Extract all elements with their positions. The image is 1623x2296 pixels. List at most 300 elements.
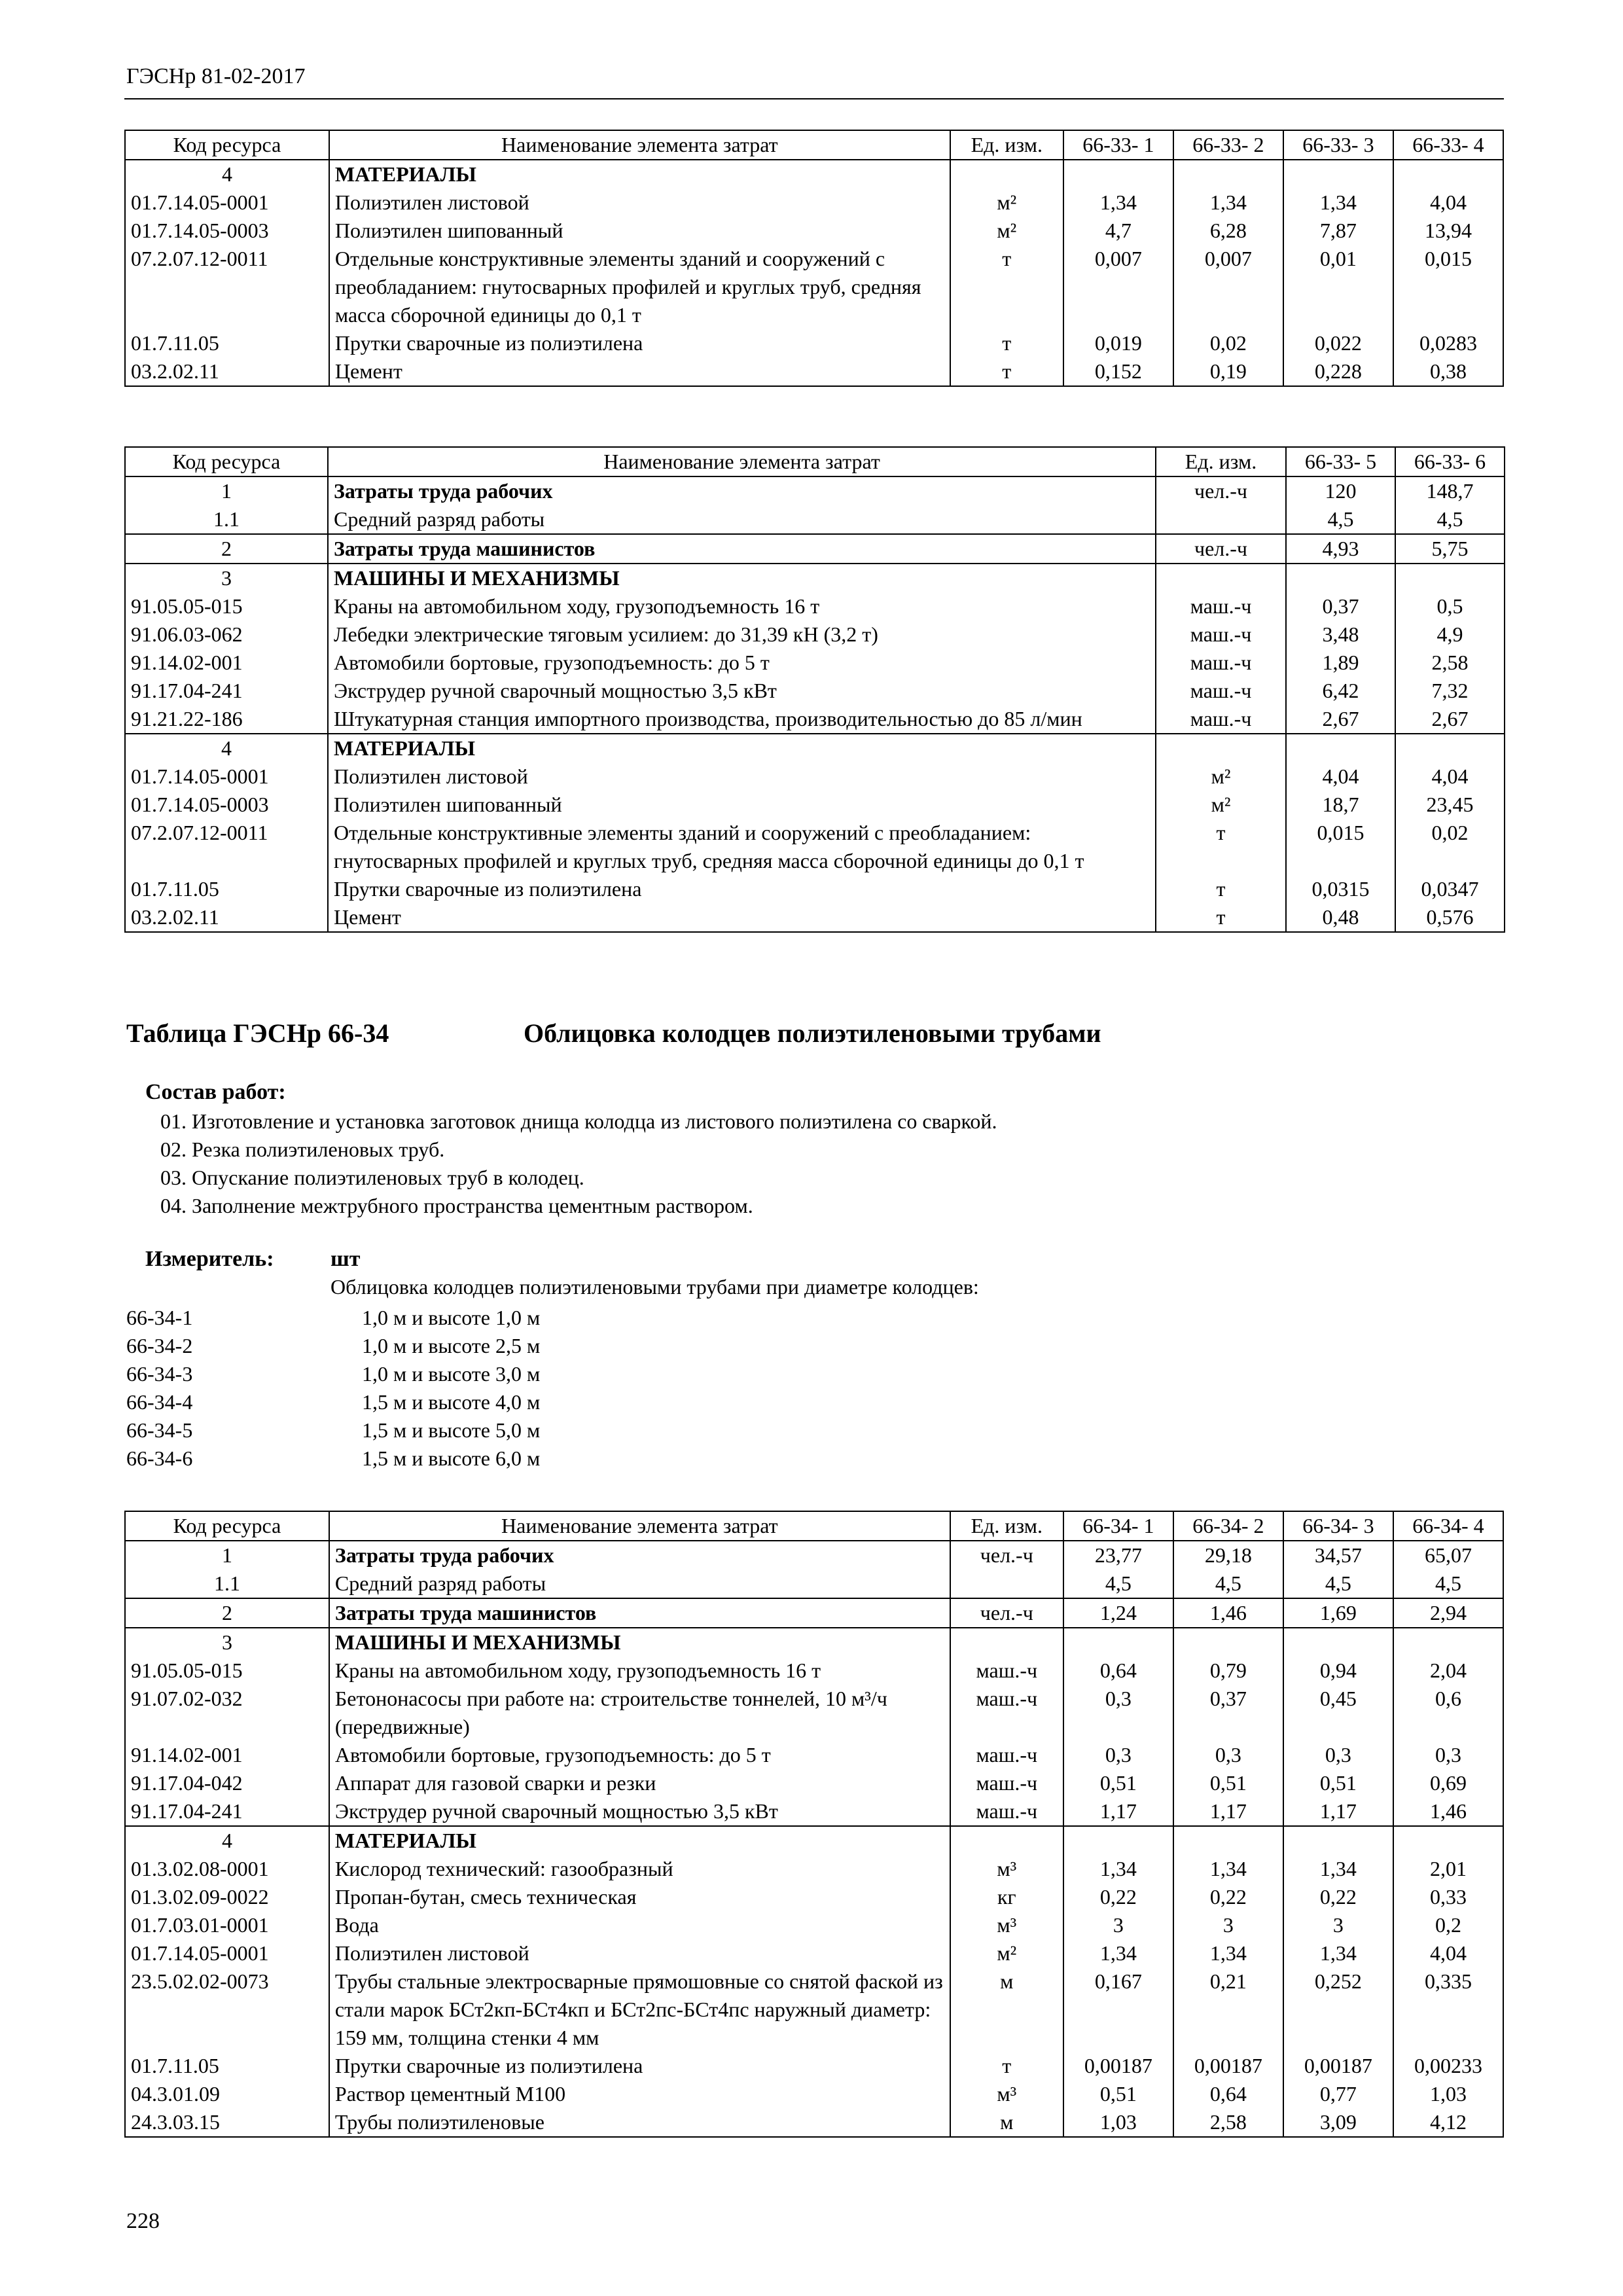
unit-cell — [1156, 564, 1286, 592]
value-cell: 65,07 — [1393, 1541, 1503, 1570]
value-cell: 0,152 — [1063, 357, 1173, 386]
value-cell: 23,45 — [1395, 791, 1505, 819]
value-cell: 0,5 — [1395, 592, 1505, 620]
resource-code: 23.5.02.02-0073 — [125, 1967, 329, 2052]
table-header-row — [125, 447, 1505, 476]
value-cell: 4,5 — [1395, 505, 1505, 534]
value-cell: 0,38 — [1393, 357, 1503, 386]
table-row — [125, 903, 1505, 932]
value-cell: 0,22 — [1173, 1883, 1283, 1911]
unit-cell: кг — [950, 1883, 1063, 1911]
resource-name: Пропан-бутан, смесь техническая — [329, 1883, 950, 1911]
value-cell: 0,22 — [1283, 1883, 1393, 1911]
value-cell: 7,87 — [1283, 217, 1393, 245]
value-cell: 0,252 — [1283, 1967, 1393, 2052]
value-cell: 0,00187 — [1063, 2052, 1173, 2080]
resource-name: Полиэтилен листовой — [328, 762, 1156, 791]
table-row — [125, 1967, 1503, 2052]
value-cell — [1173, 160, 1283, 188]
table-row — [125, 1883, 1503, 1911]
value-cell — [1286, 734, 1395, 762]
resource-name: Вода — [329, 1911, 950, 1939]
value-cell: 1,46 — [1173, 1598, 1283, 1628]
resource-name: МАШИНЫ И МЕХАНИЗМЫ — [328, 564, 1156, 592]
composition-label: Состав работ: — [145, 1080, 286, 1104]
value-cell: 0,77 — [1283, 2080, 1393, 2108]
value-cell: 0,00233 — [1393, 2052, 1503, 2080]
column-header: 66-33- 3 — [1283, 130, 1393, 160]
column-header: Код ресурса — [125, 447, 328, 476]
resource-code: 91.17.04-241 — [125, 1797, 329, 1826]
value-cell — [1283, 1826, 1393, 1855]
resource-code: 3 — [125, 564, 328, 592]
value-cell: 0,3 — [1393, 1741, 1503, 1769]
table-row — [125, 160, 1503, 188]
measure-item — [126, 1388, 540, 1416]
value-cell: 2,67 — [1395, 705, 1505, 734]
table-row — [125, 217, 1503, 245]
header-rule — [124, 98, 1504, 99]
value-cell: 1,34 — [1173, 188, 1283, 217]
resource-name: Прутки сварочные из полиэтилена — [329, 329, 950, 357]
resource-name: Прутки сварочные из полиэтилена — [329, 2052, 950, 2080]
table-row — [125, 1939, 1503, 1967]
measure-code: 66-34-6 — [126, 1446, 193, 1470]
measure-text: 1,0 м и высоте 3,0 м — [362, 1362, 541, 1386]
value-cell: 2,67 — [1286, 705, 1395, 734]
measure-description: Облицовка колодцев полиэтиленовыми трубами при диаметре колодцев: — [330, 1275, 979, 1299]
value-cell: 1,34 — [1283, 1939, 1393, 1967]
resource-name: Экструдер ручной сварочный мощностью 3,5 кВт — [328, 677, 1156, 705]
table-title: Облицовка колодцев полиэтиленовыми трубами — [524, 1018, 1101, 1048]
measure-code: 66-34-3 — [126, 1362, 193, 1386]
unit-cell: м² — [950, 188, 1063, 217]
resource-code: 01.7.14.05-0003 — [125, 217, 329, 245]
measure-label: Измеритель: — [145, 1247, 274, 1271]
value-cell: 0,3 — [1173, 1741, 1283, 1769]
measure-item — [126, 1444, 540, 1473]
unit-cell — [950, 160, 1063, 188]
resource-code: 91.07.02-032 — [125, 1685, 329, 1741]
value-cell — [1173, 1628, 1283, 1657]
value-cell: 5,75 — [1395, 534, 1505, 564]
composition-item: 03. Опускание полиэтиленовых труб в колодец. — [160, 1166, 584, 1189]
column-header: 66-33- 6 — [1395, 447, 1505, 476]
unit-cell: м² — [950, 1939, 1063, 1967]
column-header: 66-34- 1 — [1063, 1511, 1173, 1541]
table-row — [125, 2052, 1503, 2080]
value-cell — [1283, 160, 1393, 188]
measure-text: 1,5 м и высоте 6,0 м — [362, 1446, 541, 1470]
table-row — [125, 762, 1505, 791]
value-cell — [1063, 160, 1173, 188]
value-cell: 0,0283 — [1393, 329, 1503, 357]
table-row — [125, 819, 1505, 875]
measure-code: 66-34-5 — [126, 1418, 193, 1442]
unit-cell: м² — [1156, 791, 1286, 819]
resource-name: Средний разряд работы — [328, 505, 1156, 534]
resource-code: 3 — [125, 1628, 329, 1657]
value-cell: 29,18 — [1173, 1541, 1283, 1570]
resource-code: 24.3.03.15 — [125, 2108, 329, 2137]
value-cell: 1,34 — [1063, 188, 1173, 217]
value-cell: 0,21 — [1173, 1967, 1283, 2052]
value-cell: 0,335 — [1393, 1967, 1503, 2052]
unit-cell: маш.-ч — [1156, 677, 1286, 705]
value-cell: 3,09 — [1283, 2108, 1393, 2137]
resource-name: Затраты труда рабочих — [328, 476, 1156, 505]
unit-cell: маш.-ч — [1156, 620, 1286, 649]
table-row — [125, 1570, 1503, 1598]
value-cell: 0,2 — [1393, 1911, 1503, 1939]
resource-name: Отдельные конструктивные элементы зданий и сооружений с преобладанием: гнутосварных профилей и круглых труб, средняя масса сборочной единицы до 0,1 т — [329, 245, 950, 329]
unit-cell: м³ — [950, 1855, 1063, 1883]
resource-name: Цемент — [329, 357, 950, 386]
unit-cell: м — [950, 1967, 1063, 2052]
table-row — [125, 677, 1505, 705]
resource-code: 01.7.14.05-0001 — [125, 188, 329, 217]
value-cell: 0,007 — [1063, 245, 1173, 329]
resource-code: 91.14.02-001 — [125, 1741, 329, 1769]
resource-code: 03.2.02.11 — [125, 357, 329, 386]
resource-code: 1.1 — [125, 1570, 329, 1598]
resource-name: Бетононасосы при работе на: строительстве тоннелей, 10 м³/ч (передвижные) — [329, 1685, 950, 1741]
column-header: 66-34- 3 — [1283, 1511, 1393, 1541]
measure-code: 66-34-4 — [126, 1390, 193, 1414]
resource-name: Автомобили бортовые, грузоподъемность: до 5 т — [329, 1741, 950, 1769]
value-cell — [1393, 1826, 1503, 1855]
value-cell: 23,77 — [1063, 1541, 1173, 1570]
document-code: ГЭСНр 81-02-2017 — [126, 64, 306, 88]
value-cell: 0,51 — [1283, 1769, 1393, 1797]
value-cell: 4,5 — [1393, 1570, 1503, 1598]
unit-cell: маш.-ч — [950, 1685, 1063, 1741]
resource-name: Цемент — [328, 903, 1156, 932]
value-cell: 1,17 — [1063, 1797, 1173, 1826]
value-cell: 0,3 — [1063, 1685, 1173, 1741]
resource-code: 2 — [125, 1598, 329, 1628]
value-cell: 1,34 — [1063, 1939, 1173, 1967]
measure-list — [126, 1304, 540, 1473]
unit-cell: маш.-ч — [950, 1769, 1063, 1797]
unit-cell: т — [1156, 875, 1286, 903]
column-header: 66-34- 4 — [1393, 1511, 1503, 1541]
resource-name: Затраты труда машинистов — [329, 1598, 950, 1628]
table-row — [125, 245, 1503, 329]
value-cell: 1,69 — [1283, 1598, 1393, 1628]
value-cell: 0,48 — [1286, 903, 1395, 932]
value-cell: 0,015 — [1286, 819, 1395, 875]
table-row — [125, 188, 1503, 217]
resource-name: Средний разряд работы — [329, 1570, 950, 1598]
resource-name: МАТЕРИАЛЫ — [328, 734, 1156, 762]
value-cell: 0,51 — [1173, 1769, 1283, 1797]
column-header: 66-33- 2 — [1173, 130, 1283, 160]
resource-name: Кислород технический: газообразный — [329, 1855, 950, 1883]
unit-cell: м³ — [950, 2080, 1063, 2108]
measure-code: 66-34-2 — [126, 1334, 193, 1357]
composition-item: 01. Изготовление и установка заготовок днища колодца из листового полиэтилена со сваркой. — [160, 1109, 997, 1133]
unit-cell: т — [950, 245, 1063, 329]
value-cell: 4,04 — [1393, 188, 1503, 217]
table-row — [125, 1685, 1503, 1741]
resource-name: Краны на автомобильном ходу, грузоподъемность 16 т — [328, 592, 1156, 620]
value-cell: 13,94 — [1393, 217, 1503, 245]
value-cell: 0,51 — [1063, 2080, 1173, 2108]
value-cell: 0,37 — [1286, 592, 1395, 620]
value-cell — [1063, 1826, 1173, 1855]
measure-text: 1,5 м и высоте 5,0 м — [362, 1418, 541, 1442]
table-row — [125, 476, 1505, 505]
resource-name: Краны на автомобильном ходу, грузоподъемность 16 т — [329, 1657, 950, 1685]
value-cell: 0,02 — [1173, 329, 1283, 357]
resource-code: 91.17.04-241 — [125, 677, 328, 705]
column-header: 66-33- 4 — [1393, 130, 1503, 160]
value-cell: 0,22 — [1063, 1883, 1173, 1911]
column-header: Наименование элемента затрат — [329, 130, 950, 160]
unit-cell: чел.-ч — [1156, 534, 1286, 564]
resource-name: Затраты труда машинистов — [328, 534, 1156, 564]
value-cell: 0,33 — [1393, 1883, 1503, 1911]
resource-name: Трубы полиэтиленовые — [329, 2108, 950, 2137]
table-row — [125, 1598, 1503, 1628]
value-cell: 1,24 — [1063, 1598, 1173, 1628]
unit-cell: т — [950, 357, 1063, 386]
value-cell: 0,02 — [1395, 819, 1505, 875]
measure-text: 1,0 м и высоте 1,0 м — [362, 1306, 541, 1329]
resource-code: 01.7.11.05 — [125, 329, 329, 357]
value-cell: 1,17 — [1173, 1797, 1283, 1826]
value-cell: 3 — [1173, 1911, 1283, 1939]
unit-cell: т — [1156, 903, 1286, 932]
table-row — [125, 649, 1505, 677]
measure-text: 1,5 м и высоте 4,0 м — [362, 1390, 541, 1414]
resource-code: 4 — [125, 1826, 329, 1855]
value-cell: 3 — [1063, 1911, 1173, 1939]
table-row — [125, 564, 1505, 592]
column-header: Ед. изм. — [1156, 447, 1286, 476]
value-cell: 4,5 — [1173, 1570, 1283, 1598]
value-cell: 1,34 — [1173, 1855, 1283, 1883]
value-cell: 7,32 — [1395, 677, 1505, 705]
composition-item: 04. Заполнение межтрубного пространства цементным раствором. — [160, 1194, 753, 1217]
unit-cell: чел.-ч — [950, 1541, 1063, 1570]
value-cell: 0,79 — [1173, 1657, 1283, 1685]
table-row — [125, 1826, 1503, 1855]
table-row — [125, 1855, 1503, 1883]
resource-code: 03.2.02.11 — [125, 903, 328, 932]
value-cell: 1,89 — [1286, 649, 1395, 677]
column-header: Ед. изм. — [950, 1511, 1063, 1541]
resource-code: 01.7.11.05 — [125, 2052, 329, 2080]
value-cell: 0,6 — [1393, 1685, 1503, 1741]
value-cell: 0,0347 — [1395, 875, 1505, 903]
resource-code: 91.21.22-186 — [125, 705, 328, 734]
resource-code: 4 — [125, 734, 328, 762]
column-header: Наименование элемента затрат — [329, 1511, 950, 1541]
resource-code: 1 — [125, 476, 328, 505]
unit-cell: м — [950, 2108, 1063, 2137]
resource-name: Полиэтилен листовой — [329, 1939, 950, 1967]
value-cell: 4,04 — [1395, 762, 1505, 791]
value-cell: 0,94 — [1283, 1657, 1393, 1685]
value-cell: 4,12 — [1393, 2108, 1503, 2137]
unit-cell: маш.-ч — [1156, 592, 1286, 620]
resource-code: 07.2.07.12-0011 — [125, 819, 328, 875]
resource-name: Полиэтилен шипованный — [328, 791, 1156, 819]
value-cell: 0,51 — [1063, 1769, 1173, 1797]
value-cell: 4,7 — [1063, 217, 1173, 245]
table-header-row — [125, 1511, 1503, 1541]
table-row — [125, 620, 1505, 649]
unit-cell: т — [950, 2052, 1063, 2080]
resource-name: Полиэтилен шипованный — [329, 217, 950, 245]
column-header: 66-34- 2 — [1173, 1511, 1283, 1541]
value-cell: 18,7 — [1286, 791, 1395, 819]
resource-name: Штукатурная станция импортного производства, производительностью до 85 л/мин — [328, 705, 1156, 734]
value-cell: 4,5 — [1063, 1570, 1173, 1598]
resource-code: 1 — [125, 1541, 329, 1570]
resource-name: Раствор цементный М100 — [329, 2080, 950, 2108]
resource-name: Полиэтилен листовой — [329, 188, 950, 217]
resource-table-66-33-1-4 — [124, 130, 1504, 387]
unit-cell: м² — [950, 217, 1063, 245]
resource-code: 01.7.14.05-0001 — [125, 762, 328, 791]
resource-code: 91.06.03-062 — [125, 620, 328, 649]
measure-text: 1,0 м и высоте 2,5 м — [362, 1334, 541, 1357]
resource-table-66-34-1-4 — [124, 1511, 1504, 2138]
measure-code: 66-34-1 — [126, 1306, 193, 1329]
resource-code: 91.14.02-001 — [125, 649, 328, 677]
unit-cell — [950, 1628, 1063, 1657]
composition-list — [160, 1107, 997, 1220]
resource-name: Аппарат для газовой сварки и резки — [329, 1769, 950, 1797]
value-cell: 6,42 — [1286, 677, 1395, 705]
table-row — [125, 505, 1505, 534]
resource-code: 91.17.04-042 — [125, 1769, 329, 1797]
table-row — [125, 1769, 1503, 1797]
table-row — [125, 357, 1503, 386]
value-cell: 0,45 — [1283, 1685, 1393, 1741]
resource-name: Отдельные конструктивные элементы зданий и сооружений с преобладанием: гнутосварных профилей и круглых труб, средняя масса сборочной единицы до 0,1 т — [328, 819, 1156, 875]
value-cell: 1,34 — [1173, 1939, 1283, 1967]
unit-cell: т — [1156, 819, 1286, 875]
unit-cell: чел.-ч — [950, 1598, 1063, 1628]
measure-unit: шт — [330, 1247, 361, 1271]
value-cell: 0,3 — [1063, 1741, 1173, 1769]
value-cell: 0,00187 — [1173, 2052, 1283, 2080]
value-cell: 4,5 — [1283, 1570, 1393, 1598]
value-cell: 4,5 — [1286, 505, 1395, 534]
resource-code: 01.7.03.01-0001 — [125, 1911, 329, 1939]
resource-code: 07.2.07.12-0011 — [125, 245, 329, 329]
value-cell: 2,01 — [1393, 1855, 1503, 1883]
value-cell — [1063, 1628, 1173, 1657]
value-cell: 1,34 — [1063, 1855, 1173, 1883]
resource-code: 91.05.05-015 — [125, 592, 328, 620]
value-cell: 4,04 — [1286, 762, 1395, 791]
resource-code: 91.05.05-015 — [125, 1657, 329, 1685]
page-number: 228 — [126, 2209, 160, 2233]
unit-cell: маш.-ч — [1156, 705, 1286, 734]
resource-code: 01.7.14.05-0001 — [125, 1939, 329, 1967]
table-row — [125, 875, 1505, 903]
value-cell: 3,48 — [1286, 620, 1395, 649]
table-header-row — [125, 130, 1503, 160]
resource-name: МАШИНЫ И МЕХАНИЗМЫ — [329, 1628, 950, 1657]
value-cell — [1393, 1628, 1503, 1657]
value-cell: 4,9 — [1395, 620, 1505, 649]
value-cell: 3 — [1283, 1911, 1393, 1939]
unit-cell: м² — [1156, 762, 1286, 791]
unit-cell — [950, 1826, 1063, 1855]
resource-code: 04.3.01.09 — [125, 2080, 329, 2108]
value-cell: 1,17 — [1283, 1797, 1393, 1826]
table-row — [125, 534, 1505, 564]
unit-cell — [1156, 505, 1286, 534]
value-cell: 1,34 — [1283, 1855, 1393, 1883]
value-cell — [1283, 1628, 1393, 1657]
resource-code: 01.7.11.05 — [125, 875, 328, 903]
column-header: Код ресурса — [125, 130, 329, 160]
value-cell: 148,7 — [1395, 476, 1505, 505]
value-cell: 1,46 — [1393, 1797, 1503, 1826]
table-row — [125, 1797, 1503, 1826]
table-row — [125, 1741, 1503, 1769]
measure-item — [126, 1304, 540, 1332]
resource-code: 01.3.02.08-0001 — [125, 1855, 329, 1883]
composition-item: 02. Резка полиэтиленовых труб. — [160, 1138, 445, 1161]
resource-code: 01.7.14.05-0003 — [125, 791, 328, 819]
value-cell: 2,58 — [1395, 649, 1505, 677]
column-header: Наименование элемента затрат — [328, 447, 1156, 476]
resource-name: Лебедки электрические тяговым усилием: до 31,39 кН (3,2 т) — [328, 620, 1156, 649]
value-cell: 0,576 — [1395, 903, 1505, 932]
value-cell: 0,019 — [1063, 329, 1173, 357]
resource-name: Затраты труда рабочих — [329, 1541, 950, 1570]
value-cell: 0,3 — [1283, 1741, 1393, 1769]
resource-code: 01.3.02.09-0022 — [125, 1883, 329, 1911]
resource-name: Автомобили бортовые, грузоподъемность: до 5 т — [328, 649, 1156, 677]
unit-cell: маш.-ч — [950, 1797, 1063, 1826]
table-row — [125, 2080, 1503, 2108]
table-row — [125, 1911, 1503, 1939]
resource-name: МАТЕРИАЛЫ — [329, 160, 950, 188]
resource-name: МАТЕРИАЛЫ — [329, 1826, 950, 1855]
value-cell: 0,00187 — [1283, 2052, 1393, 2080]
value-cell: 0,69 — [1393, 1769, 1503, 1797]
value-cell: 1,03 — [1063, 2108, 1173, 2137]
value-cell — [1393, 160, 1503, 188]
unit-cell — [1156, 734, 1286, 762]
value-cell: 0,167 — [1063, 1967, 1173, 2052]
measure-item — [126, 1360, 540, 1388]
value-cell: 1,34 — [1283, 188, 1393, 217]
table-number: Таблица ГЭСНр 66-34 — [126, 1018, 389, 1048]
resource-name: Прутки сварочные из полиэтилена — [328, 875, 1156, 903]
value-cell: 0,37 — [1173, 1685, 1283, 1741]
value-cell: 2,94 — [1393, 1598, 1503, 1628]
unit-cell: маш.-ч — [1156, 649, 1286, 677]
value-cell — [1395, 564, 1505, 592]
table-row — [125, 2108, 1503, 2137]
value-cell: 0,01 — [1283, 245, 1393, 329]
table-row — [125, 791, 1505, 819]
unit-cell: м³ — [950, 1911, 1063, 1939]
table-row — [125, 1541, 1503, 1570]
value-cell: 0,64 — [1063, 1657, 1173, 1685]
table-row — [125, 1657, 1503, 1685]
